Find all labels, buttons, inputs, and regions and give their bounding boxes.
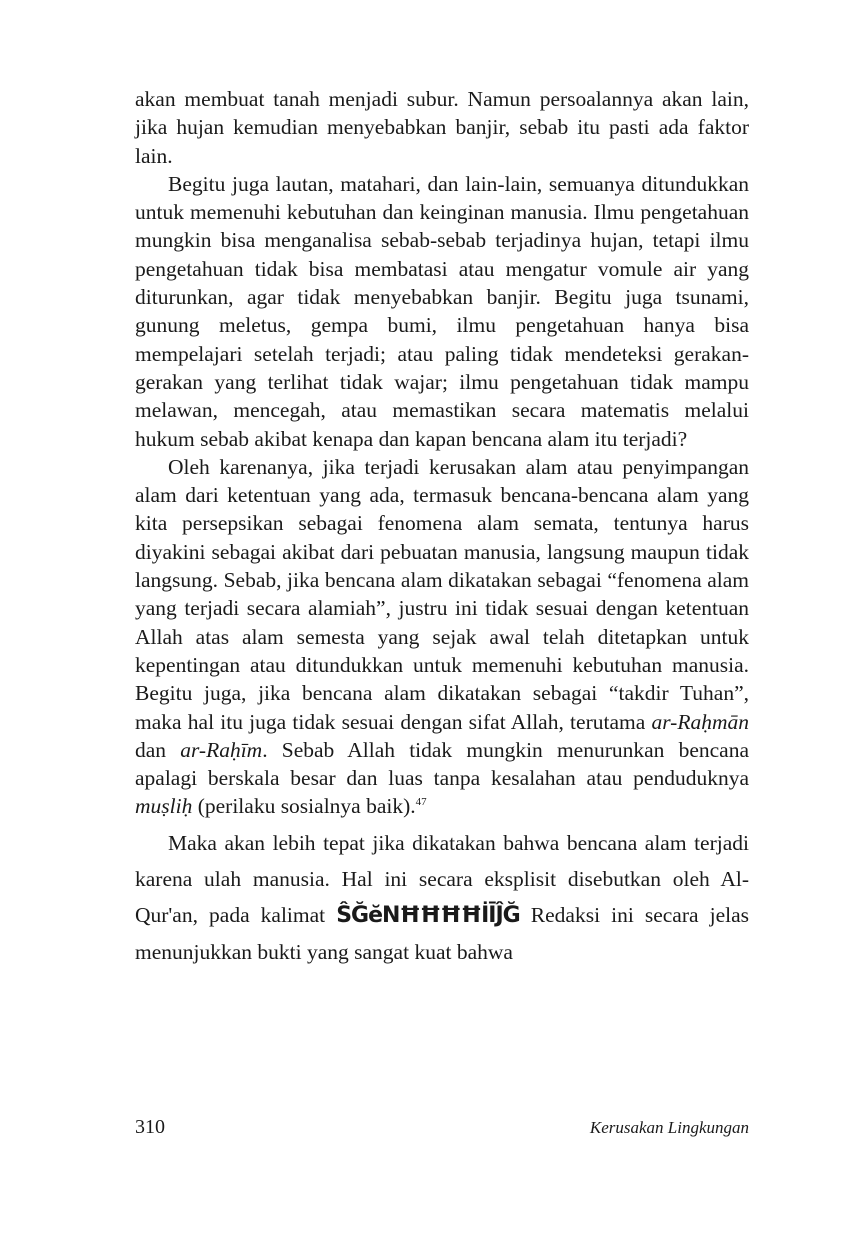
term-muslih: muṣliḥ (135, 794, 193, 819)
paragraph-3 (135, 453, 749, 821)
paragraph-3-text-b: dan (135, 737, 181, 762)
paragraph-3-text-d: (perilaku sosialnya baik). (192, 794, 416, 819)
page-footer (135, 1116, 749, 1139)
running-title: Kerusakan Lingkungan (589, 1118, 749, 1137)
arabic-phrase: ŜĞĕNĦĦĦĦİĪĴĞ (336, 902, 520, 928)
paragraph-4-text-b: Redaksi ini secara jelas menunjukkan bukti yang sangat kuat bahwa (135, 902, 749, 964)
paragraph-3-text-a: Oleh karenanya, jika terjadi kerusakan alam atau penyimpangan alam dari ketentuan yang ada, termasuk bencana-bencana alam yang kita persepsikan sebagai fenomena alam semata, tentunya harus diyakini sebagai akibat dari pebuatan manusia, langsung maupun tidak langsung. Sebab, jika bencana alam dikatakan sebagai “fenomena alam yang terjadi secara alamiah”, justru ini tidak sesuai dengan ketentuan Allah atas alam semesta yang sejak awal telah ditetapkan untuk kepentingan atau ditundukkan untuk memenuhi kebutuhan manusia. Begitu juga, jika bencana alam dikatakan sebagai “takdir Tuhan”, maka hal itu juga tidak sesuai dengan sifat Allah, terutama (135, 454, 749, 734)
paragraph-4-text-a: Maka akan lebih tepat jika dikatakan bahwa bencana alam terjadi karena ulah manusia. Hal ini secara eksplisit disebutkan oleh Al-Qur'an, pada kalimat (135, 830, 749, 927)
paragraph-4 (135, 825, 749, 970)
body-text (135, 85, 749, 970)
page-number: 310 (135, 1116, 165, 1138)
paragraph-3-text-c: . Sebab Allah tidak mungkin menurunkan bencana apalagi berskala besar dan luas tanpa kesalahan atau penduduknya (135, 737, 750, 791)
paragraph-2: Begitu juga lautan, matahari, dan lain-lain, semuanya ditundukkan untuk memenuhi kebutuhan dan keinginan manusia. Ilmu pengetahuan mungkin bisa menganalisa sebab-sebab terjadinya hujan, tetapi ilmu pengetahuan tidak bisa membatasi atau mengatur vomule air yang diturunkan, agar tidak menyebabkan banjir. Begitu juga tsunami, gunung meletus, gempa bumi, ilmu pengetahuan hanya bisa mempelajari setelah terjadi; atau paling tidak mendeteksi gerakan-gerakan yang terlihat tidak wajar; ilmu pengetahuan tidak mampu melawan, mencegah, atau memastikan secara matematis melalui hukum sebab akibat kenapa dan kapan bencana alam itu terjadi? (135, 171, 749, 451)
footnote-reference: 47 (415, 796, 427, 809)
term-ar-rahman: ar-Raḥmān (651, 709, 749, 734)
paragraph-1: akan membuat tanah menjadi subur. Namun persoalannya akan lain, jika hujan kemudian menyebabkan banjir, sebab itu pasti ada faktor lain. (135, 87, 749, 168)
term-ar-rahim: ar-Raḥīm (180, 737, 263, 762)
